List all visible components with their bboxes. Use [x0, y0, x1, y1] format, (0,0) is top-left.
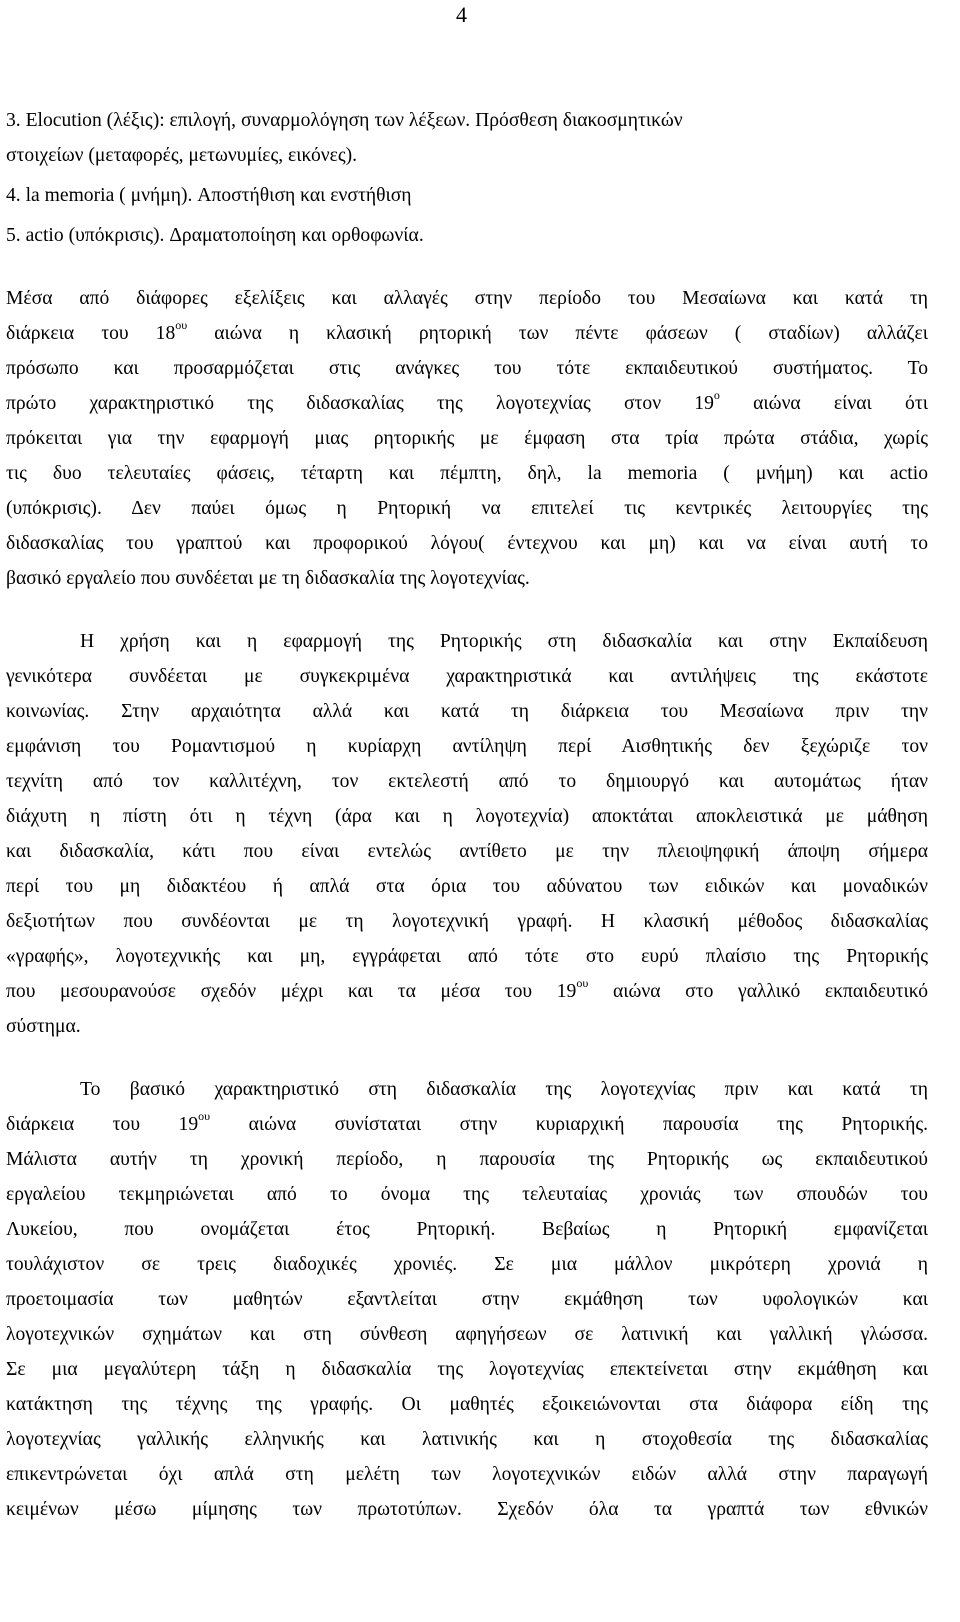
superscript: ο	[713, 388, 720, 403]
document-body	[6, 103, 928, 1527]
paragraph-line: Η χρήση και η εφαρμογή της Ρητορικής στη διδασκαλία και στην Εκπαίδευση	[80, 631, 928, 652]
paragraph-line: κατάκτηση της τέχνης της γραφής. Οι μαθητές εξοικειώνονται στα διάφορα είδη της	[6, 1394, 928, 1415]
paragraph-line: διάρκεια του $18^{o\upsilon}$ αιώνα η κλασική ρητορική των πέντε φάσεων ( σταδίων) αλλάζει	[6, 318, 929, 344]
paragraph-line: διδασκαλίας του γραπτού και προφορικού λόγου( έντεχνου και μη) και να είναι αυτή το	[6, 533, 928, 554]
list-item-3-line-1: 3. Elocution (λέξις): επιλογή, συναρμολόγηση των λέξεων. Πρόσθεση διακοσμητικών	[6, 110, 683, 131]
paragraph-line: διάρκεια του $19^{o\upsilon}$ αιώνα συνίσταται στην κυριαρχική παρουσία της Ρητορικής.	[6, 1109, 928, 1135]
page-number: 4	[456, 2, 467, 27]
paragraph-2	[6, 624, 928, 1044]
paragraph-3	[6, 1072, 928, 1527]
list-item	[6, 178, 928, 213]
paragraph-line: διάχυτη η πίστη ότι η τέχνη (άρα και η λογοτεχνία) αποκτάται αποκλειστικά με μάθηση	[6, 806, 928, 827]
list-item-4: 4. la memoria ( μνήμη). Αποστήθιση και ενστήθιση	[6, 185, 412, 206]
superscript: ου	[576, 976, 589, 991]
superscript: ου	[198, 1109, 211, 1124]
list-item-3-line-2: στοιχείων (μεταφορές, μετωνυμίες, εικόνες).	[6, 145, 358, 166]
paragraph-line: πρόσωπο και προσαρμόζεται στις ανάγκες του τότε εκπαιδευτικού συστήματος. Το	[6, 358, 928, 379]
paragraph-line: τεχνίτη από τον καλλιτέχνη, τον εκτελεστή από το δημιουργό και αυτομάτως ήταν	[6, 771, 928, 792]
paragraph-line: σύστημα.	[6, 1016, 81, 1037]
paragraph-line: πρώτο χαρακτηριστικό της διδασκαλίας της λογοτεχνίας στον $19^o$ αιώνα είναι ότι	[6, 388, 928, 414]
paragraph-line: Το βασικό χαρακτηριστικό στη διδασκαλία της λογοτεχνίας πριν και κατά τη	[80, 1079, 928, 1100]
paragraph-line: που μεσουρανούσε σχεδόν μέχρι και τα μέσα του $19^{o\upsilon}$ αιώνα στο γαλλικό εκπαιδευτικό	[6, 976, 928, 1002]
paragraph-line: επικεντρώνεται όχι απλά στη μελέτη των λογοτεχνικών ειδών αλλά στην παραγωγή	[6, 1464, 928, 1485]
paragraph-1	[6, 281, 928, 596]
paragraph-line: τουλάχιστον σε τρεις διαδοχικές χρονιές. Σε μια μάλλον μικρότερη χρονιά η	[6, 1254, 928, 1275]
paragraph-line: Σε μια μεγαλύτερη τάξη η διδασκαλία της λογοτεχνίας επεκτείνεται στην εκμάθηση και	[6, 1359, 928, 1380]
paragraph-line: κειμένων μέσω μίμησης των πρωτοτύπων. Σχεδόν όλα τα γραπτά των εθνικών	[6, 1499, 928, 1520]
paragraph-line: γενικότερα συνδέεται με συγκεκριμένα χαρακτηριστικά και αντιλήψεις της εκάστοτε	[6, 666, 928, 687]
paragraph-line: Μάλιστα αυτήν τη χρονική περίοδο, η παρουσία της Ρητορικής ως εκπαιδευτικού	[6, 1149, 928, 1170]
paragraph-line: εμφάνιση του Ρομαντισμού η κυρίαρχη αντίληψη περί Αισθητικής δεν ξεχώριζε τον	[6, 736, 928, 757]
paragraph-line: (υπόκρισις). Δεν παύει όμως η Ρητορική να επιτελεί τις κεντρικές λειτουργίες της	[6, 498, 928, 519]
paragraph-line: εργαλείου τεκμηριώνεται από το όνομα της τελευταίας χρονιάς των σπουδών του	[6, 1184, 928, 1205]
paragraph-line: «γραφής», λογοτεχνικής και μη, εγγράφεται από τότε στο ευρύ πλαίσιο της Ρητορικής	[6, 946, 928, 967]
paragraph-line: περί του μη διδακτέου ή απλά στα όρια του αδύνατου των ειδικών και μοναδικών	[6, 876, 928, 897]
paragraph-line: Μέσα από διάφορες εξελίξεις και αλλαγές στην περίοδο του Μεσαίωνα και κατά τη	[6, 288, 928, 309]
list-item	[6, 218, 928, 253]
paragraph-line: πρόκειται για την εφαρμογή μιας ρητορικής με έμφαση στα τρία πρώτα στάδια, χωρίς	[6, 428, 928, 449]
paragraph-line: λογοτεχνικών σχημάτων και στη σύνθεση αφηγήσεων σε λατινική και γαλλική γλώσσα.	[6, 1324, 928, 1345]
paragraph-line: λογοτεχνίας γαλλικής ελληνικής και λατινικής και η στοχοθεσία της διδασκαλίας	[6, 1429, 928, 1450]
paragraph-line: κοινωνίας. Στην αρχαιότητα αλλά και κατά τη διάρκεια του Μεσαίωνα πριν την	[6, 701, 928, 722]
paragraph-line: Λυκείου, που ονομάζεται έτος Ρητορική. Βεβαίως η Ρητορική εμφανίζεται	[6, 1219, 928, 1240]
paragraph-line: τις δυο τελευταίες φάσεις, τέταρτη και πέμπτη, δηλ, la memoria ( μνήμη) και actio	[6, 463, 928, 484]
list-item	[6, 103, 928, 173]
paragraph-line: προετοιμασία των μαθητών εξαντλείται στην εκμάθηση των υφολογικών και	[6, 1289, 928, 1310]
paragraph-line: δεξιοτήτων που συνδέονται με τη λογοτεχνική γραφή. Η κλασική μέθοδος διδασκαλίας	[6, 911, 928, 932]
paragraph-line: και διδασκαλία, κάτι που είναι εντελώς αντίθετο με την πλειοψηφική άποψη σήμερα	[6, 841, 928, 862]
list-item-5: 5. actio (υπόκρισις). Δραματοποίηση και ορθοφωνία.	[6, 225, 424, 246]
paragraph-line: βασικό εργαλείο που συνδέεται με τη διδασκαλία της λογοτεχνίας.	[6, 568, 530, 589]
superscript: ου	[175, 318, 188, 333]
